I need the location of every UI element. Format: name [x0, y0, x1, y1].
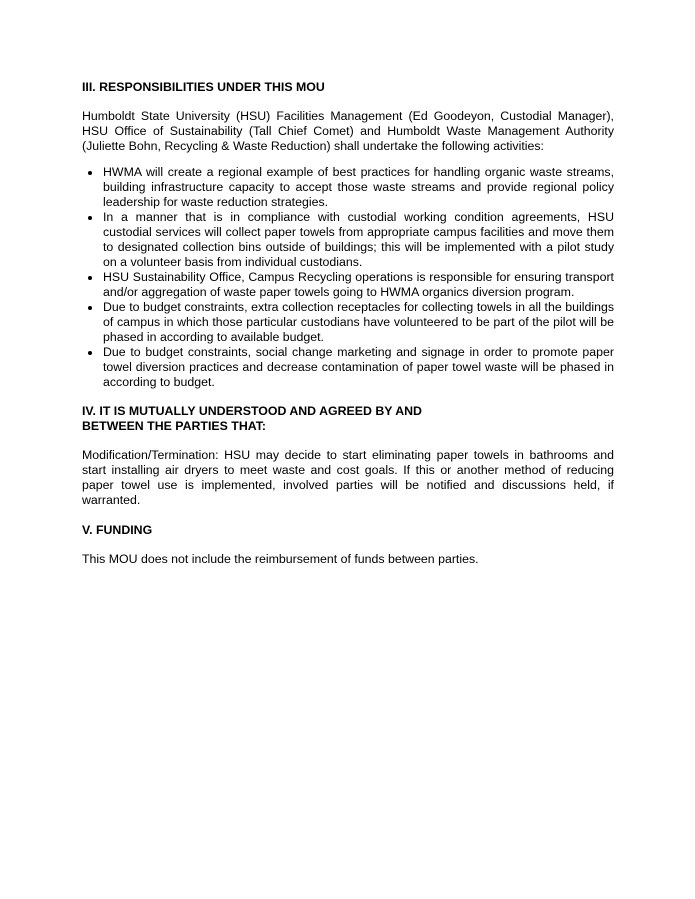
list-item	[82, 210, 614, 270]
list-item-text: HWMA will create a regional example of best practices for handling organic waste streams, building infrastructure capacity to accept those waste streams and provide regional policy leadership for waste reduction strategies.	[103, 165, 614, 209]
section-3-heading: III. RESPONSIBILITIES UNDER THIS MOU	[82, 80, 325, 94]
document-page	[82, 80, 614, 567]
list-item-text: HSU Sustainability Office, Campus Recycling operations is responsible for ensuring transport and/or aggregation of waste paper towels going to HWMA organics diversion program.	[103, 270, 614, 299]
list-item	[82, 270, 614, 300]
list-item	[82, 345, 614, 390]
section-3-intro-paragraph: Humboldt State University (HSU) Facilities Management (Ed Goodeyon, Custodial Manager), HSU Office of Sustainability (Tall Chief Comet) and Humboldt Waste Management Authority (Juliette Bohn, Recycling & Waste Reduction) shall undertake the following activities:	[82, 109, 614, 153]
list-item-text: Due to budget constraints, social change marketing and signage in order to promote paper towel diversion practices and decrease contamination of paper towel waste will be phased in according to budget.	[103, 345, 614, 389]
section-5-paragraph: This MOU does not include the reimbursement of funds between parties.	[82, 552, 479, 566]
responsibilities-list	[82, 165, 614, 390]
list-item-text: In a manner that is in compliance with custodial working condition agreements, HSU custodial services will collect paper towels from appropriate campus facilities and move them to designated collection bins outside of buildings; this will be implemented with a pilot study on a volunteer basis from individual custodians.	[103, 210, 614, 269]
section-4-heading-line-1: IV. IT IS MUTUALLY UNDERSTOOD AND AGREED BY AND	[82, 404, 422, 418]
section-5-heading: V. FUNDING	[82, 523, 153, 537]
list-item	[82, 165, 614, 210]
section-4-heading	[82, 404, 614, 434]
list-item-text: Due to budget constraints, extra collection receptacles for collecting towels in all the buildings of campus in which those particular custodians have volunteered to be part of the pilot will be phased in according to available budget.	[103, 300, 614, 344]
bullet-icon	[88, 306, 92, 310]
list-item	[82, 300, 614, 345]
bullet-icon	[88, 216, 92, 220]
bullet-icon	[88, 276, 92, 280]
section-4-paragraph: Modification/Termination: HSU may decide to start eliminating paper towels in bathrooms and start installing air dryers to meet waste and cost goals. If this or another method of reducing paper towel use is implemented, involved parties will be notified and discussions held, if warranted.	[82, 448, 614, 507]
section-4-heading-line-2: BETWEEN THE PARTIES THAT:	[82, 419, 267, 433]
bullet-icon	[88, 171, 92, 175]
bullet-icon	[88, 351, 92, 355]
